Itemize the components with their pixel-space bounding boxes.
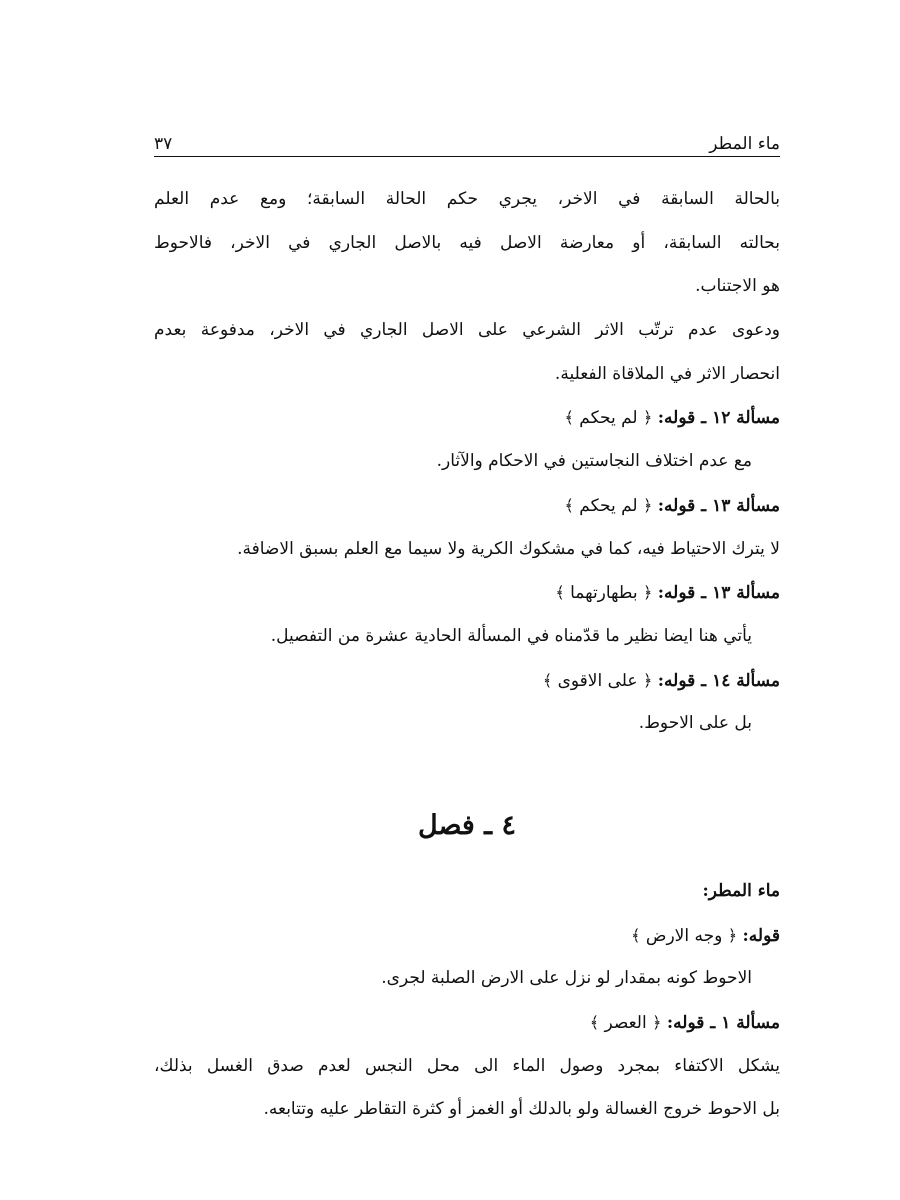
masala-label: مسألة ١٢ ـ قوله: xyxy=(657,408,780,429)
commentary-line: بل على الاحوط. xyxy=(638,713,752,734)
ornate-bracket-open: ﴿ xyxy=(642,495,653,515)
masala-13-heading xyxy=(154,484,780,528)
commentary-line: يأتي هنا ايضا نظير ما قدّمناه في المسألة الحادية عشرة من التفصيل. xyxy=(270,625,752,646)
quoted-text: لم يحكم xyxy=(579,495,638,516)
heading-gap xyxy=(154,850,780,870)
masala-13-heading xyxy=(154,571,780,615)
running-header xyxy=(154,128,780,154)
ornate-bracket-close: ﴾ xyxy=(564,495,574,515)
masala-label: مسألة ١ ـ قوله: xyxy=(666,1013,780,1033)
ornate-bracket-open: ﴿ xyxy=(727,925,738,945)
masala-label: مسألة ١٤ ـ قوله: xyxy=(657,670,780,691)
ornate-bracket-close: ﴾ xyxy=(542,670,553,690)
masala-1-heading xyxy=(154,1001,780,1045)
masala-label: مسألة ١٣ ـ قوله: xyxy=(657,583,780,604)
quoted-text: بطهارتهما xyxy=(570,583,638,604)
ornate-bracket-close: ﴾ xyxy=(589,1013,600,1032)
commentary-line: لا يترك الاحتياط فيه، كما في مشكوك الكرية ولا سيما مع العلم بسبق الاضافة. xyxy=(237,538,780,559)
text-line: بحالته السابقة، أو معارضة الاصل فيه بالاصل الجاري في الاخر، فالاحوط xyxy=(154,232,780,253)
header-rule xyxy=(154,156,780,157)
chapter-heading: ٤ ـ فصل xyxy=(418,809,516,841)
ornate-bracket-close: ﴾ xyxy=(555,583,565,603)
section-gap xyxy=(154,746,780,802)
quoted-text: على الاقوى xyxy=(557,670,638,691)
quoted-text: العصر xyxy=(604,1013,647,1033)
quoted-text: لم يحكم xyxy=(579,408,638,429)
header-title: ماء المطر xyxy=(709,134,780,154)
masala-label: مسألة ١٣ ـ قوله: xyxy=(657,495,780,516)
text-line: بالحالة السابقة في الاخر، يجري حكم الحالة السابقة؛ ومع عدم العلم xyxy=(154,189,780,209)
ornate-bracket-close: ﴾ xyxy=(564,408,574,428)
text-line: هو الاجتناب. xyxy=(695,276,780,297)
commentary-line: مع عدم اختلاف النجاستين في الاحكام والآثار. xyxy=(436,451,752,472)
quoted-text: وجه الارض xyxy=(645,925,723,946)
section-heading: ماء المطر: xyxy=(702,880,780,901)
text-line: انحصار الاثر في الملاقاة الفعلية. xyxy=(554,363,780,384)
qawluh-label: قوله: xyxy=(742,925,780,946)
text-line: ودعوى عدم ترتّب الاثر الشرعي على الاصل الجاري في الاخر، مدفوعة بعدم xyxy=(154,320,780,341)
masala-12-heading xyxy=(154,396,780,440)
commentary-line: الاحوط كونه بمقدار لو نزل على الارض الصلبة لجرى. xyxy=(381,968,752,989)
ornate-bracket-open: ﴿ xyxy=(642,670,653,690)
ornate-bracket-open: ﴿ xyxy=(642,408,653,428)
ornate-bracket-close: ﴾ xyxy=(631,925,641,945)
commentary-line: بل الاحوط خروج الغسالة ولو بالدلك أو الغمز أو كثرة التقاطر عليه وتتابعه. xyxy=(263,1099,780,1120)
masala-14-heading xyxy=(154,659,780,703)
commentary-line: يشكل الاكتفاء بمجرد وصول الماء الى محل النجس لعدم صدق الغسل بذلك، xyxy=(154,1055,780,1076)
qawluh-heading xyxy=(154,914,780,958)
ornate-bracket-open: ﴿ xyxy=(652,1013,662,1032)
page-body xyxy=(154,178,780,1132)
ornate-bracket-open: ﴿ xyxy=(642,583,653,603)
page-number: ٣٧ xyxy=(154,134,173,154)
